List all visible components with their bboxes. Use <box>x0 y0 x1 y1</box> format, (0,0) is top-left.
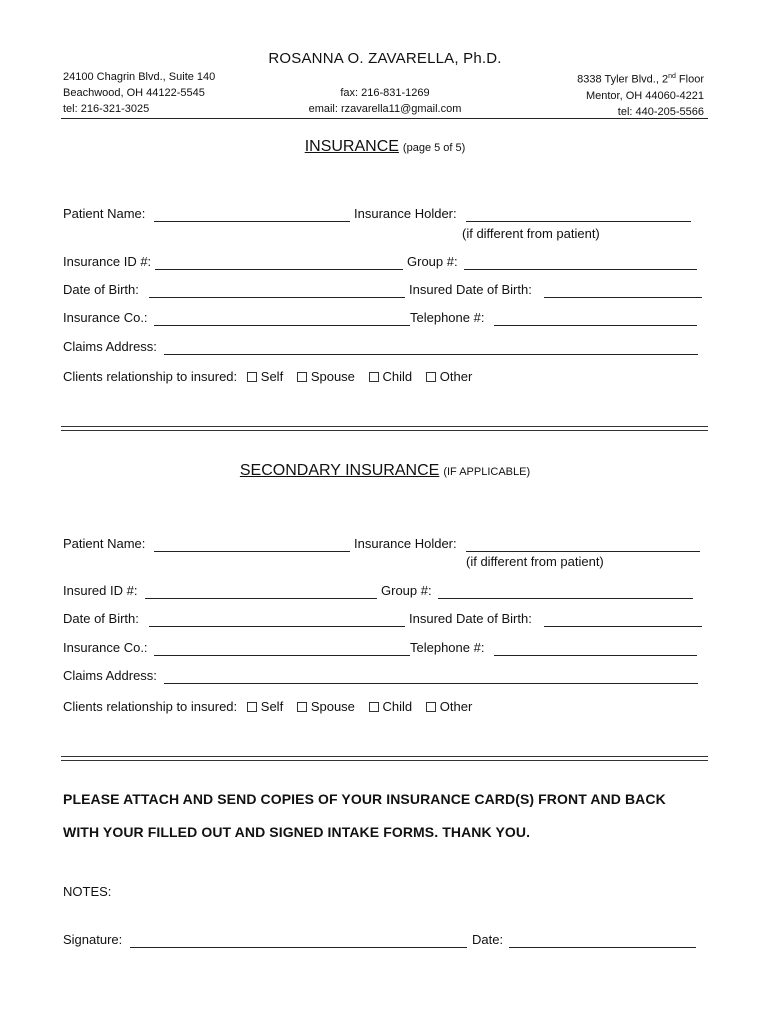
checkbox-icon[interactable] <box>426 702 436 712</box>
checkbox-icon[interactable] <box>426 372 436 382</box>
date-label: Date: <box>472 932 504 947</box>
secondary-insurance-holder-label: Insurance Holder: <box>354 536 457 551</box>
signature-field[interactable] <box>130 947 467 948</box>
primary-dob-label: Date of Birth: <box>63 282 139 297</box>
section-divider-2 <box>61 756 708 761</box>
address-left-line2: Beachwood, OH 44122-5545 <box>63 87 205 99</box>
primary-if-different-note: (if different from patient) <box>462 226 600 241</box>
checkbox-icon[interactable] <box>297 702 307 712</box>
primary-group-label: Group #: <box>407 254 458 269</box>
primary-claims-address-label: Claims Address: <box>63 339 157 354</box>
primary-option-other[interactable]: Other <box>426 369 473 384</box>
checkbox-icon[interactable] <box>369 702 379 712</box>
primary-option-spouse[interactable]: Spouse <box>297 369 355 384</box>
attach-cards-notice-line1: PLEASE ATTACH AND SEND COPIES OF YOUR INSURANCE CARD(S) FRONT AND BACK <box>63 791 666 807</box>
address-right <box>577 69 704 120</box>
primary-patient-name-field[interactable] <box>154 221 350 222</box>
address-left-line1: 24100 Chagrin Blvd., Suite 140 <box>63 71 216 83</box>
primary-insurance-co-field[interactable] <box>154 325 410 326</box>
primary-insured-dob-label: Insured Date of Birth: <box>409 282 532 297</box>
secondary-telephone-field[interactable] <box>494 655 697 656</box>
secondary-option-child[interactable]: Child <box>369 699 413 714</box>
secondary-insurance-co-field[interactable] <box>154 655 410 656</box>
address-right-phone: tel: 440-205-5566 <box>617 105 704 118</box>
primary-telephone-field[interactable] <box>494 325 697 326</box>
secondary-patient-name-label: Patient Name: <box>63 536 146 551</box>
notes-label: NOTES: <box>63 884 112 899</box>
primary-dob-field[interactable] <box>149 297 405 298</box>
address-right-line2: Mentor, OH 44060-4221 <box>585 89 704 102</box>
primary-relationship-label: Clients relationship to insured: <box>63 369 238 384</box>
primary-group-field[interactable] <box>464 269 697 270</box>
checkbox-icon[interactable] <box>247 372 257 382</box>
signature-label: Signature: <box>63 932 123 947</box>
primary-claims-address-field[interactable] <box>164 354 698 355</box>
secondary-insurance-co-label: Insurance Co.: <box>63 640 148 655</box>
secondary-option-spouse[interactable]: Spouse <box>297 699 355 714</box>
practitioner-name: ROSANNA O. ZAVARELLA, Ph.D. <box>268 50 502 67</box>
secondary-relationship-label: Clients relationship to insured: <box>63 699 238 714</box>
secondary-if-different-note: (if different from patient) <box>466 554 604 569</box>
secondary-patient-name-field[interactable] <box>154 551 350 552</box>
secondary-insured-id-label: Insured ID #: <box>63 583 138 598</box>
address-right-line1: 8338 Tyler Blvd., 2nd Floor <box>577 73 704 86</box>
secondary-insurance-heading: SECONDARY INSURANCE (IF APPLICABLE) <box>239 462 531 479</box>
primary-insured-dob-field[interactable] <box>544 297 702 298</box>
secondary-relationship-row <box>63 699 472 714</box>
secondary-dob-label: Date of Birth: <box>63 611 139 626</box>
header-divider <box>61 118 708 119</box>
primary-patient-name-label: Patient Name: <box>63 206 146 221</box>
primary-insurance-id-field[interactable] <box>155 269 403 270</box>
attach-cards-notice-line2: WITH YOUR FILLED OUT AND SIGNED INTAKE FORMS. THANK YOU. <box>63 824 531 840</box>
secondary-insured-id-field[interactable] <box>145 598 377 599</box>
secondary-dob-field[interactable] <box>149 626 405 627</box>
email-address: email: rzavarella11@gmail.com <box>308 103 462 115</box>
date-field[interactable] <box>509 947 696 948</box>
secondary-insured-dob-field[interactable] <box>544 626 702 627</box>
checkbox-icon[interactable] <box>297 372 307 382</box>
secondary-telephone-label: Telephone #: <box>410 640 485 655</box>
primary-insurance-co-label: Insurance Co.: <box>63 310 148 325</box>
primary-insurance-holder-field[interactable] <box>466 221 691 222</box>
insurance-heading: INSURANCE (page 5 of 5) <box>304 138 466 155</box>
secondary-claims-address-label: Claims Address: <box>63 668 157 683</box>
address-left-phone: tel: 216-321-3025 <box>63 103 150 115</box>
secondary-group-label: Group #: <box>381 583 432 598</box>
secondary-claims-address-field[interactable] <box>164 683 698 684</box>
primary-option-self[interactable]: Self <box>247 369 283 384</box>
fax-number: fax: 216-831-1269 <box>340 87 430 99</box>
primary-telephone-label: Telephone #: <box>410 310 485 325</box>
secondary-insured-dob-label: Insured Date of Birth: <box>409 611 532 626</box>
primary-relationship-row <box>63 369 472 384</box>
secondary-insurance-holder-field[interactable] <box>466 551 700 552</box>
primary-insurance-id-label: Insurance ID #: <box>63 254 152 269</box>
primary-insurance-holder-label: Insurance Holder: <box>354 206 457 221</box>
secondary-option-other[interactable]: Other <box>426 699 473 714</box>
checkbox-icon[interactable] <box>369 372 379 382</box>
section-divider-1 <box>61 426 708 431</box>
primary-option-child[interactable]: Child <box>369 369 413 384</box>
checkbox-icon[interactable] <box>247 702 257 712</box>
secondary-group-field[interactable] <box>438 598 693 599</box>
secondary-option-self[interactable]: Self <box>247 699 283 714</box>
